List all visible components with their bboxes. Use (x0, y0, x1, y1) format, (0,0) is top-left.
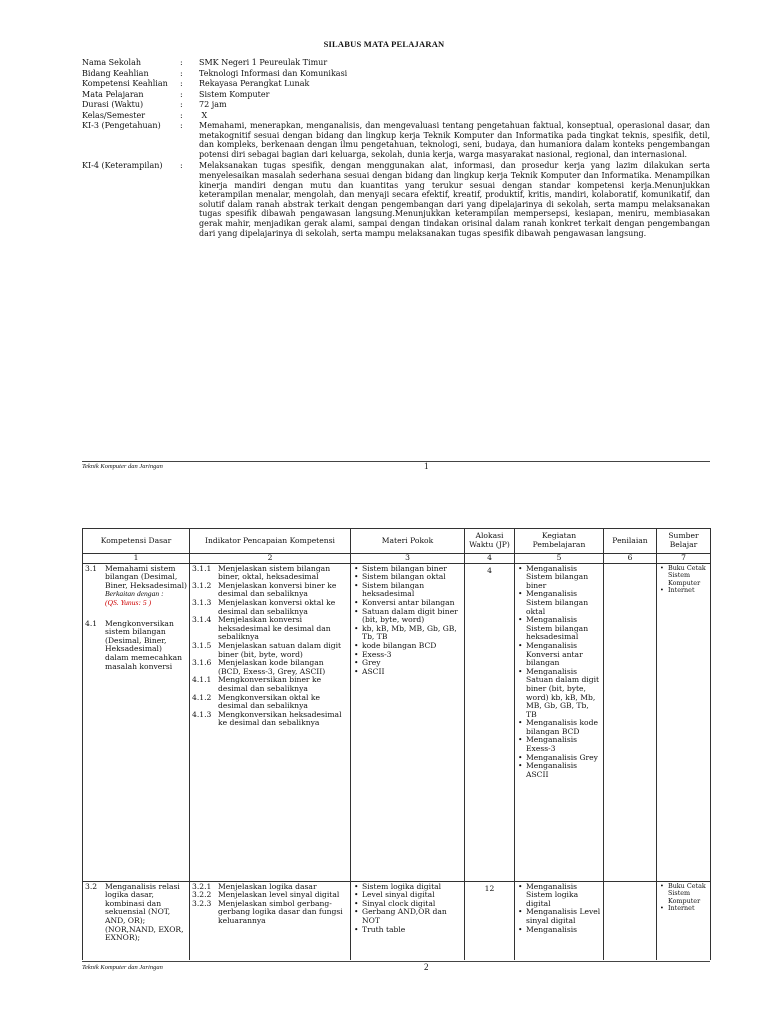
table-row (83, 563, 711, 881)
materi-item: • Sistem bilangan oktal (362, 573, 462, 582)
info-row-school: Nama Sekolah : SMK Negeri 1 Peureulak Timur (82, 58, 710, 68)
penilaian-cell (604, 881, 657, 967)
indikator-item: 3.1.5 Menjelaskan satuan dalam digit biner (bit, byte, word) (192, 640, 342, 659)
column-number: 4 (465, 554, 515, 564)
info-value: SMK Negeri 1 Peureulak Timur (199, 58, 328, 67)
info-value: Melaksanakan tugas spesifik, dengan menggunakan alat, informasi, dan prosedur kerja yang lazim dilakukan serta menyelesaikan masalah sederhana sesuai dengan bidang dan lingkup kerja Teknik Komputer dan Informatika. Menampilkan kinerja mandiri dengan mutu dan kuantitas yang terukur sesuai dengan standar kompetensi kerja.Menunjukkan keterampilan menalar, mengolah, dan menyaji secara efektif, kreatif, produktif, kritis, mandiri, kolaboratif, komunikatif, dan solutif dalam ranah abstrak terkait dengan pengembangan dari yang dipelajarinya di sekolah, serta mampu melaksanakan tugas spesifik dibawah pengawasan langsung.Menunjukkan keterampilan mempersepsi, kesiapan, meniru, membiasakan gerak mahir, menjadikan gerak alami, sampai dengan tindakan orisinal dalam ranah konkret terkait dengan pengembangan dari yang dipelajarinya di sekolah, serta mampu melaksanakan tugas spesifik dibawah pengawasan langsung. (199, 161, 710, 238)
column-number: 1 (83, 554, 190, 564)
info-label: Nama Sekolah (82, 58, 142, 67)
materi-item: • Truth table (362, 926, 462, 935)
kegiatan-item: • Menganalisis kode bilangan BCD (526, 719, 601, 736)
alokasi-cell: 12 (465, 881, 515, 967)
kegiatan-cell (515, 563, 604, 881)
school-info (82, 58, 710, 239)
kegiatan-item: • Menganalisis Grey (526, 754, 601, 763)
kegiatan-cell (515, 881, 604, 967)
kd-number: 3.1 (85, 563, 98, 573)
materi-item: • Sistem logika digital (362, 883, 462, 892)
materi-item: • Grey (362, 659, 462, 668)
column-header: Kompetensi Dasar (83, 529, 190, 554)
footer-text: Teknik Komputer dan Jaringan (82, 964, 163, 971)
sumber-item: • Internet (668, 905, 708, 913)
materi-item: • Sistem bilangan heksadesimal (362, 582, 462, 599)
column-header: Indikator Pencapaian Kompetensi (190, 529, 351, 554)
info-row-class: Kelas/Semester : X (82, 111, 710, 121)
reference-label: Berkaitan dengan : (105, 589, 164, 599)
page-number: 1 (424, 461, 429, 471)
materi-item: • ASCII (362, 668, 462, 677)
info-label: Kelas/Semester (82, 110, 146, 120)
materi-cell (351, 881, 465, 967)
table-header-row (83, 529, 711, 554)
kd-cell (83, 881, 190, 967)
materi-cell (351, 563, 465, 881)
info-label: KI-4 (Keterampilan) (82, 161, 163, 171)
info-value: Teknologi Informasi dan Komunikasi (199, 68, 348, 78)
kegiatan-item: • Menganalisis Sistem logika digital (526, 883, 601, 909)
kd-cell (83, 563, 190, 881)
info-value: 72 jam (199, 100, 227, 109)
footer-divider (82, 961, 710, 962)
kegiatan-item: • Menganalisis Konversi antar bilangan (526, 642, 601, 668)
column-number: 7 (657, 554, 711, 564)
materi-item: • Konversi antar bilangan (362, 599, 462, 608)
materi-item: • Sistem bilangan biner (362, 565, 462, 574)
reference (105, 590, 187, 607)
materi-item: • Level sinyal digital (362, 891, 462, 900)
column-number: 2 (190, 554, 351, 564)
info-label: Mata Pelajaran (82, 89, 144, 99)
indikator-item: 4.1.1 Mengkonversikan biner ke desimal dan sebaliknya (192, 675, 322, 693)
materi-item: • Sinyal clock digital (362, 900, 462, 909)
kegiatan-item: • Menganalisis Satuan dalam digit biner (bit, byte, word) kb, kB, Mb, MB, Gb, GB, Tb, TB (526, 668, 601, 720)
materi-item: • Exess-3 (362, 651, 462, 660)
footer-text: Teknik Komputer dan Jaringan (82, 463, 163, 470)
kd-number: 4.1 (85, 618, 98, 628)
penilaian-cell (604, 563, 657, 881)
info-value: X (199, 110, 208, 120)
indikator-cell (190, 881, 351, 967)
info-row-ki4: KI-4 (Keterampilan) : Melaksanakan tugas spesifik, dengan menggunakan alat, informasi, dan prosedur kerja yang lazim dilakukan serta menyelesaikan masalah sederhana sesuai dengan bidang dan lingkup kerja Teknik Komputer dan Informatika. Menampilkan kinerja mandiri dengan mutu dan kuantitas yang terukur sesuai dengan standar kompetensi kerja.Menunjukkan keterampilan menalar, mengolah, dan menyaji secara efektif, kreatif, produktif, kritis, mandiri, kolaboratif, komunikatif, dan solutif dalam ranah abstrak terkait dengan pengembangan dari yang dipelajarinya di sekolah, serta mampu melaksanakan tugas spesifik dibawah pengawasan langsung.Menunjukkan keterampilan mempersepsi, kesiapan, meniru, membiasakan gerak mahir, menjadikan gerak alami, sampai dengan tindakan orisinal dalam ranah konkret terkait dengan pengembangan dari yang dipelajarinya di sekolah, serta mampu melaksanakan tugas spesifik dibawah pengawasan langsung. (82, 161, 710, 238)
indikator-item: 3.2.3 Menjelaskan simbol gerbang-gerbang logika dasar dan fungsi keluarannya (192, 898, 343, 925)
materi-item: • kb, kB, Mb, MB, Gb, GB, Tb, TB (362, 625, 462, 642)
indikator-item: 3.1.3 Menjelaskan konversi oktal ke desimal dan sebaliknya (192, 597, 336, 616)
indikator-item: 3.2.2 Menjelaskan level sinyal digital (192, 890, 340, 900)
info-row-duration: Durasi (Waktu) : 72 jam (82, 100, 710, 110)
kegiatan-item: • Menganalisis Sistem bilangan biner (526, 565, 601, 591)
kd-text: Menganalisis relasi logika dasar, kombinasi dan sekuensial (NOT, AND, OR); (NOR,NAND, EXOR, EXNOR); (105, 881, 184, 943)
syllabus-table (82, 528, 711, 968)
column-number-row (83, 554, 711, 564)
info-label: KI-3 (Pengetahuan) (82, 121, 161, 130)
info-row-competency: Kompetensi Keahlian : Rekayasa Perangkat Lunak (82, 79, 710, 89)
column-header: Penilaian (604, 529, 657, 554)
kegiatan-item: • Menganalisis Sistem bilangan heksadesimal (526, 616, 601, 642)
kegiatan-item: • Menganalisis (526, 926, 601, 935)
kd-item (85, 565, 187, 591)
page-title: SILABUS MATA PELAJARAN (323, 39, 445, 49)
kd-item (85, 883, 187, 943)
alokasi-cell: 4 (465, 563, 515, 881)
kegiatan-item: • Menganalisis Level sinyal digital (526, 908, 601, 925)
sumber-item: • Buku Cetak Sistem Komputer (668, 883, 708, 906)
info-label: Kompetensi Keahlian (82, 79, 168, 88)
column-header: Alokasi Waktu (JP) (465, 529, 515, 554)
kd-item (85, 620, 187, 672)
indikator-item: 3.2.1 Menjelaskan logika dasar (192, 881, 317, 891)
sumber-cell (657, 881, 711, 967)
column-header: Sumber Belajar (657, 529, 711, 554)
kegiatan-item: • Menganalisis Exess-3 (526, 736, 601, 753)
info-value: Memahami, menerapkan, menganalisis, dan mengevaluasi tentang pengetahuan faktual, konseptual, operasional dasar, dan metakognitif sesuai dengan bidang dan lingkup kerja Teknik Komputer dan Informatika pada tingkat teknis, spesifik, detil, dan kompleks, berkenaan dengan ilmu pengetahuan, teknologi, seni, budaya, dan humaniora dalam konteks pengembangan potensi diri sebagai bagian dari keluarga, sekolah, dunia kerja, warga masyarakat nasional, regional, dan internasional. (199, 121, 710, 159)
footer-divider (82, 461, 710, 462)
materi-item: • kode bilangan BCD (362, 642, 462, 651)
info-value: Sistem Komputer (199, 89, 270, 99)
column-number: 6 (604, 554, 657, 564)
sumber-item: • Internet (668, 587, 708, 595)
indikator-item: 3.1.6 Menjelaskan kode bilangan (BCD, Exess-3, Grey, ASCII) (192, 658, 326, 676)
indikator-item: 3.1.4 Menjelaskan konversi heksadesimal ke desimal dan sebaliknya (192, 615, 331, 642)
info-value: Rekayasa Perangkat Lunak (199, 79, 310, 88)
indikator-item: 4.1.3 Mengkonversikan heksadesimal ke desimal dan sebaliknya (192, 709, 342, 728)
column-header: Kegiatan Pembelajaran (515, 529, 604, 554)
sumber-item: • Buku Cetak Sistem Komputer (668, 565, 708, 588)
column-number: 5 (515, 554, 604, 564)
materi-item: • Satuan dalam digit biner (bit, byte, word) (362, 608, 462, 625)
indikator-item: 3.1.2 Menjelaskan konversi biner ke desimal dan sebaliknya (192, 580, 337, 599)
column-header: Materi Pokok (351, 529, 465, 554)
column-number: 3 (351, 554, 465, 564)
info-label: Durasi (Waktu) (82, 100, 144, 109)
kd-number: 3.2 (85, 881, 98, 891)
page-number: 2 (424, 962, 429, 972)
info-row-ki3: KI-3 (Pengetahuan) : Memahami, menerapkan, menganalisis, dan mengevaluasi tentang pengetahuan faktual, konseptual, operasional dasar, dan metakognitif sesuai dengan bidang dan lingkup kerja Teknik Komputer dan Informatika pada tingkat teknis, spesifik, detil, dan kompleks, berkenaan dengan ilmu pengetahuan, teknologi, seni, budaya, dan humaniora dalam konteks pengembangan potensi diri sebagai bagian dari keluarga, sekolah, dunia kerja, warga masyarakat nasional, regional, dan internasional. (82, 121, 710, 159)
indikator-item: 3.1.1 Menjelaskan sistem bilangan biner, oktal, heksadesimal (192, 563, 331, 582)
info-label: Bidang Keahlian (82, 68, 149, 78)
indikator-cell (190, 563, 351, 881)
kegiatan-item: • Menganalisis ASCII (526, 762, 601, 779)
sumber-cell (657, 563, 711, 881)
info-row-field: Bidang Keahlian : Teknologi Informasi dan Komunikasi (82, 69, 710, 79)
info-row-subject: Mata Pelajaran : Sistem Komputer (82, 90, 710, 100)
indikator-item: 4.1.2 Mengkonversikan oktal ke desimal dan sebaliknya (192, 692, 320, 711)
reference-verse: (QS. Yunus: 5 ) (105, 597, 152, 607)
materi-item: • Gerbang AND,OR dan NOT (362, 908, 462, 925)
table-row (83, 881, 711, 967)
kegiatan-item: • Menganalisis Sistem bilangan oktal (526, 590, 601, 616)
kd-text: Memahami sistem bilangan (Desimal, Biner, Heksadesimal) (105, 563, 187, 590)
kd-text: Mengkonversikan sistem bilangan (Desimal, Biner, Heksadesimal) dalam memecahkan masalah konversi (105, 618, 183, 671)
